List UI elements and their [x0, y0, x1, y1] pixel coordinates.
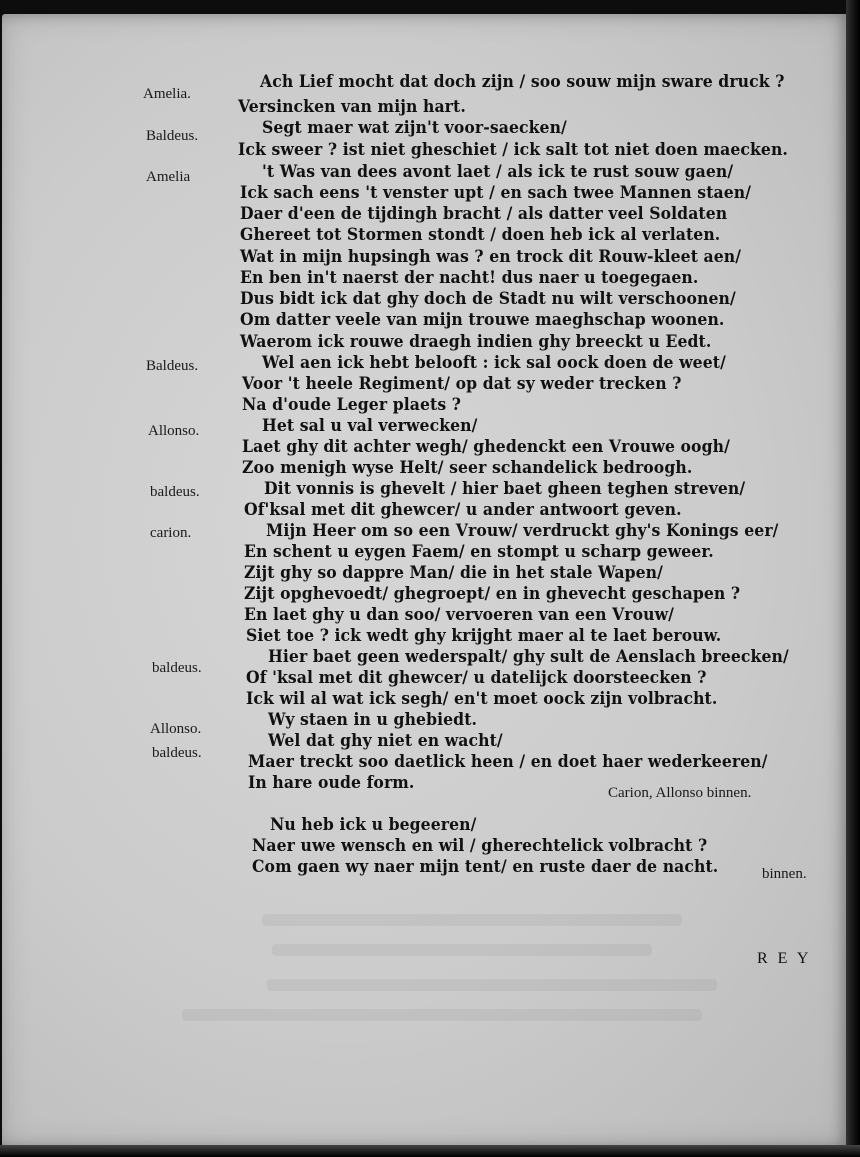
verse-line: Voor 't heele Regiment/ op dat sy weder trecken ?: [242, 374, 682, 394]
speaker-label: Amelia.: [143, 86, 191, 102]
verse-line: Laet ghy dit achter wegh/ ghedenckt een Vrouwe oogh/: [242, 437, 730, 457]
verse-line: Versincken van mijn hart.: [238, 97, 466, 117]
speaker-label: Amelia: [146, 169, 191, 185]
speaker-label: baldeus.: [152, 745, 202, 761]
speaker-label: Baldeus.: [146, 358, 199, 374]
verse-line: Na d'oude Leger plaets ?: [242, 395, 462, 415]
verse-line: 't Was van dees avont laet / als ick te rust souw gaen/: [262, 162, 734, 182]
verse-line: Zijt ghy so dappre Man/ die in het stale Wapen/: [244, 563, 663, 583]
verse-line: Ick wil al wat ick segh/ en't moet oock zijn volbracht.: [246, 689, 718, 709]
verse-line: Zijt opghevoedt/ ghegroept/ en in ghevecht geschapen ?: [244, 584, 741, 604]
verse-line: Om datter veele van mijn trouwe maeghschap woonen.: [240, 310, 725, 330]
show-through-mark: [267, 979, 717, 991]
verse-line: Wel dat ghy niet en wacht/: [268, 731, 503, 751]
stage-direction: Carion, Allonso binnen.: [608, 785, 752, 801]
verse-line: Wel aen ick hebt belooft : ick sal oock doen de weet/: [262, 353, 726, 373]
verse-line: Dus bidt ick dat ghy doch de Stadt nu wilt verschoonen/: [240, 289, 736, 309]
page-edge: [846, 0, 860, 1157]
verse-line: Siet toe ? ick wedt ghy krijght maer al te laet berouw.: [246, 626, 722, 646]
catchword: R E Y: [757, 950, 812, 967]
verse-line: En schent u eygen Faem/ en stompt u scharp geweer.: [244, 542, 714, 562]
verse-line: In hare oude form.: [248, 773, 415, 793]
verse-line: Ach Lief mocht dat doch zijn / soo souw mijn sware druck ?: [260, 72, 785, 92]
verse-line: En ben in't naerst der nacht! dus naer u toegegaen.: [240, 268, 699, 288]
verse-line: Segt maer wat zijn't voor-saecken/: [262, 118, 567, 138]
verse-line: Maer treckt soo daetlick heen / en doet haer wederkeeren/: [248, 752, 768, 772]
verse-line: Of'ksal met dit ghewcer/ u ander antwoort geven.: [244, 500, 682, 520]
verse-line: Wat in mijn hupsingh was ? en trock dit Rouw-kleet aen/: [240, 247, 742, 267]
verse-line: Hier baet geen wederspalt/ ghy sult de Aenslach breecken/: [268, 647, 789, 667]
verse-line: Of 'ksal met dit ghewcer/ u datelijck doorsteecken ?: [246, 668, 707, 688]
speaker-label: Baldeus.: [146, 128, 199, 144]
verse-line: Com gaen wy naer mijn tent/ en ruste daer de nacht.: [252, 857, 719, 877]
speaker-label: baldeus.: [152, 660, 202, 676]
verse-line: Ick sweer ? ist niet gheschiet / ick salt tot niet doen maecken.: [238, 140, 788, 160]
show-through-mark: [272, 944, 652, 956]
page-edge-bottom: [0, 1145, 860, 1157]
verse-line: Wy staen in u ghebiedt.: [268, 710, 478, 730]
verse-line: Waerom ick rouwe draegh indien ghy breeckt u Eedt.: [240, 332, 712, 352]
stage-direction: binnen.: [762, 866, 807, 882]
verse-line: Dit vonnis is ghevelt / hier baet gheen teghen streven/: [264, 479, 746, 499]
verse-line: En laet ghy u dan soo/ vervoeren van een Vrouw/: [244, 605, 674, 625]
speaker-label: Allonso.: [148, 423, 200, 439]
verse-line: Ghereet tot Stormen stondt / doen heb ick al verlaten.: [240, 225, 721, 245]
speaker-label: carion.: [150, 525, 192, 541]
speaker-label: Allonso.: [150, 721, 202, 737]
verse-line: Nu heb ick u begeeren/: [270, 815, 477, 835]
show-through-mark: [262, 914, 682, 926]
verse-line: Ick sach eens 't venster upt / en sach twee Mannen staen/: [240, 183, 752, 203]
verse-line: Mijn Heer om so een Vrouw/ verdruckt ghy's Konings eer/: [266, 521, 779, 541]
verse-line: Naer uwe wensch en wil / gherechtelick volbracht ?: [252, 836, 708, 856]
show-through-mark: [182, 1009, 702, 1021]
verse-line: Zoo menigh wyse Helt/ seer schandelick bedroogh.: [242, 458, 693, 478]
speaker-label: baldeus.: [150, 484, 200, 500]
verse-line: Daer d'een de tijdingh bracht / als datter veel Soldaten: [240, 204, 728, 224]
verse-line: Het sal u val verwecken/: [262, 416, 478, 436]
